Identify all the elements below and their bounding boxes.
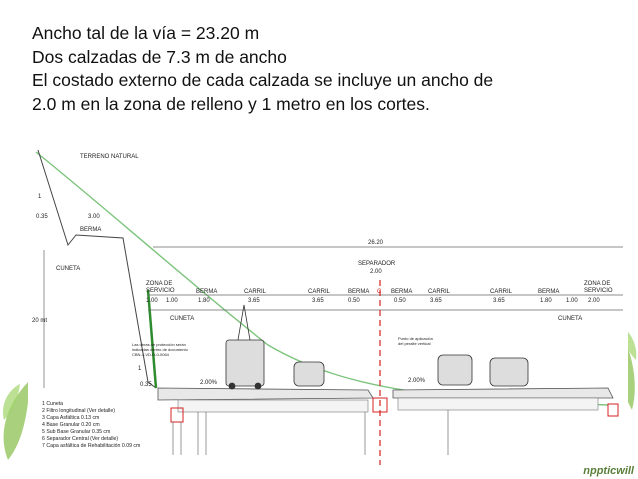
berma-label-3: BERMA	[391, 289, 413, 295]
separador-dim: 2.00	[370, 269, 382, 275]
dim-3: 1.80	[198, 298, 210, 304]
slope-top-label: 1	[38, 194, 42, 200]
dim-1: 1.00	[146, 298, 158, 304]
dim-4: 3.65	[248, 298, 260, 304]
cuneta-right-label: CUNETA	[558, 316, 583, 322]
legend-item-4: 4 Base Granular 0.20 cm	[42, 422, 100, 428]
dim-12: 2.00	[588, 298, 600, 304]
note-right-2: del peralte vertical	[398, 341, 431, 346]
dim-6: 0.50	[348, 298, 360, 304]
berma-label-4: BERMA	[538, 289, 560, 295]
height-label: 20 mt	[32, 318, 48, 324]
legend-item-1: 1 Cuneta	[42, 401, 64, 407]
carril-label-4: CARRIL	[490, 289, 513, 295]
legend-item-2: 2 Filtro longitudinal (Ver detalle)	[42, 408, 115, 414]
dim-7: 0.50	[394, 298, 406, 304]
carril-label-3: CARRIL	[428, 289, 451, 295]
note-right-1: Punto de aplicación	[398, 336, 433, 341]
centerline-label: C	[377, 289, 382, 295]
dim-5: 3.65	[312, 298, 324, 304]
terrain-label: TERRENO NATURAL	[80, 154, 139, 160]
total-width-dim: 26.20	[368, 240, 384, 246]
zona-servicio-left-2: SERVICIO	[146, 288, 175, 294]
legend-item-7: 7 Capa asfáltica de Rehabilitación 0.09 cm	[42, 443, 141, 449]
berma-label-1: BERMA	[196, 289, 218, 295]
zona-servicio-left-1: ZONA DE	[146, 281, 173, 287]
slope-left-value: 0.35	[140, 382, 152, 388]
slide-text	[32, 22, 612, 116]
dim-9: 3.65	[493, 298, 505, 304]
text-line-2: Dos calzadas de 7.3 m de ancho	[32, 46, 287, 67]
legend-item-3: 3 Capa Asfáltica 0.13 cm	[42, 415, 100, 421]
dim-8: 3.65	[430, 298, 442, 304]
legend-item-5: 5 Sub Base Granular 0.35 cm	[42, 429, 111, 435]
zona-servicio-right-2: SERVICIO	[584, 288, 613, 294]
pct-left: 2.00%	[200, 380, 218, 386]
cuneta-left-label: CUNETA	[170, 316, 195, 322]
zona-servicio-right-1: ZONA DE	[584, 281, 611, 287]
carril-label-1: CARRIL	[244, 289, 267, 295]
text-line-1: Ancho tal de la vía = 23.20 m	[32, 23, 260, 43]
road-cross-section-drawing	[28, 130, 628, 470]
note-left-3: CBN-4-VD-D-0-0064	[132, 352, 169, 357]
text-line-3: El costado externo de cada calzada se incluye un ancho de	[32, 70, 494, 90]
berma-label-2: BERMA	[348, 289, 370, 295]
slope-left-label: 1	[138, 366, 142, 372]
slope-top-value: 0.35	[36, 214, 48, 220]
separador-label: SEPARADOR	[358, 261, 396, 267]
text-line-4: 2.0 m en la zona de relleno y 1 metro en los cortes.	[32, 93, 430, 114]
carril-label-2: CARRIL	[308, 289, 331, 295]
note-left-2: indicadas dentro de documento	[132, 347, 188, 352]
dim-10: 1.80	[540, 298, 552, 304]
watermark: nppticwill	[583, 465, 634, 477]
berma-top-label: BERMA	[80, 227, 102, 233]
dim-2: 1.00	[166, 298, 178, 304]
pct-right: 2.00%	[408, 378, 426, 384]
legend-item-6: 6 Separador Central (Ver detalle)	[42, 436, 119, 442]
note-left-1: Las obras de protección serán	[132, 342, 186, 347]
cuneta-top-label: CUNETA	[56, 266, 81, 272]
berma-top-dim: 3.00	[88, 214, 100, 220]
dim-11: 1.00	[566, 298, 578, 304]
